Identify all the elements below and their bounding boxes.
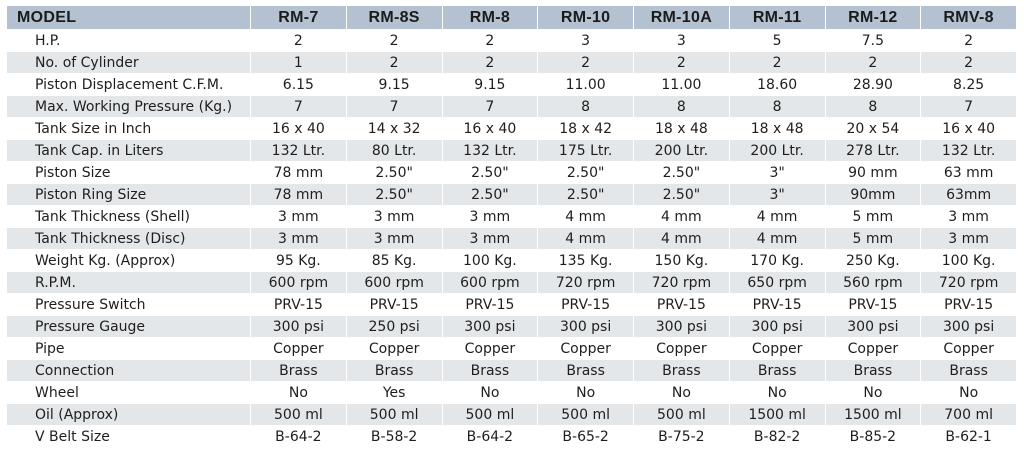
table-cell: 11.00: [634, 74, 730, 96]
table-cell: 8: [538, 96, 634, 118]
table-cell: 300 psi: [825, 316, 921, 338]
table-cell: 500 ml: [442, 404, 538, 426]
table-row: [7, 162, 1017, 184]
table-cell: 18 x 42: [538, 118, 634, 140]
table-row: [7, 140, 1017, 162]
table-cell: 1500 ml: [729, 404, 825, 426]
table-cell: 500 ml: [634, 404, 730, 426]
table-row: [7, 206, 1017, 228]
table-cell: 132 Ltr.: [251, 140, 347, 162]
row-label: R.P.M.: [7, 272, 251, 294]
table-cell: 2.50": [442, 184, 538, 206]
table-cell: 8: [729, 96, 825, 118]
table-cell: B-58-2: [346, 426, 442, 448]
table-cell: 278 Ltr.: [825, 140, 921, 162]
table-cell: 2.50": [346, 162, 442, 184]
table-cell: 90mm: [825, 184, 921, 206]
table-cell: 63 mm: [921, 162, 1017, 184]
table-cell: 132 Ltr.: [442, 140, 538, 162]
table-cell: 720 rpm: [921, 272, 1017, 294]
table-cell: 3: [634, 30, 730, 52]
table-cell: PRV-15: [634, 294, 730, 316]
spec-table-container: [6, 5, 1016, 448]
row-label: Pipe: [7, 338, 251, 360]
table-cell: 300 psi: [729, 316, 825, 338]
table-cell: 4 mm: [729, 228, 825, 250]
table-cell: Copper: [921, 338, 1017, 360]
table-cell: PRV-15: [442, 294, 538, 316]
table-cell: 16 x 40: [251, 118, 347, 140]
table-cell: B-85-2: [825, 426, 921, 448]
row-label: Weight Kg. (Approx): [7, 250, 251, 272]
row-label: Wheel: [7, 382, 251, 404]
table-cell: 9.15: [442, 74, 538, 96]
table-cell: No: [729, 382, 825, 404]
row-label: H.P.: [7, 30, 251, 52]
header-model-label: MODEL: [7, 6, 251, 30]
table-cell: Brass: [442, 360, 538, 382]
table-cell: 85 Kg.: [346, 250, 442, 272]
table-cell: B-65-2: [538, 426, 634, 448]
table-cell: Copper: [825, 338, 921, 360]
compressor-spec-table: [6, 5, 1017, 448]
table-cell: 18 x 48: [729, 118, 825, 140]
table-cell: 135 Kg.: [538, 250, 634, 272]
table-cell: 3 mm: [346, 206, 442, 228]
table-cell: 300 psi: [251, 316, 347, 338]
table-cell: No: [921, 382, 1017, 404]
table-cell: PRV-15: [729, 294, 825, 316]
table-cell: 2: [346, 30, 442, 52]
table-cell: 8: [825, 96, 921, 118]
table-row: [7, 404, 1017, 426]
table-row: [7, 118, 1017, 140]
table-cell: 6.15: [251, 74, 347, 96]
table-cell: PRV-15: [538, 294, 634, 316]
table-cell: 4 mm: [729, 206, 825, 228]
row-label: Piston Ring Size: [7, 184, 251, 206]
table-cell: 2.50": [634, 162, 730, 184]
table-cell: 16 x 40: [442, 118, 538, 140]
table-cell: B-62-1: [921, 426, 1017, 448]
row-label: No. of Cylinder: [7, 52, 251, 74]
table-cell: 7: [921, 96, 1017, 118]
table-cell: 100 Kg.: [921, 250, 1017, 272]
table-cell: 7.5: [825, 30, 921, 52]
row-label: Oil (Approx): [7, 404, 251, 426]
table-cell: 600 rpm: [442, 272, 538, 294]
table-cell: PRV-15: [346, 294, 442, 316]
table-cell: 3 mm: [442, 228, 538, 250]
table-cell: No: [538, 382, 634, 404]
table-cell: Brass: [346, 360, 442, 382]
table-cell: 300 psi: [538, 316, 634, 338]
table-cell: 5: [729, 30, 825, 52]
table-cell: PRV-15: [921, 294, 1017, 316]
table-cell: Copper: [251, 338, 347, 360]
table-cell: B-82-2: [729, 426, 825, 448]
table-cell: 3 mm: [346, 228, 442, 250]
table-cell: 720 rpm: [538, 272, 634, 294]
row-label: Pressure Gauge: [7, 316, 251, 338]
header-model-rm-8s: RM-8S: [346, 6, 442, 30]
table-cell: 650 rpm: [729, 272, 825, 294]
table-row: [7, 30, 1017, 52]
row-label: Tank Size in Inch: [7, 118, 251, 140]
table-cell: 4 mm: [634, 228, 730, 250]
table-cell: 2: [729, 52, 825, 74]
header-model-rm-12: RM-12: [825, 6, 921, 30]
table-row: [7, 250, 1017, 272]
table-cell: 11.00: [538, 74, 634, 96]
table-cell: 2: [538, 52, 634, 74]
table-cell: Brass: [825, 360, 921, 382]
table-row: [7, 294, 1017, 316]
table-cell: 500 ml: [251, 404, 347, 426]
table-cell: 7: [251, 96, 347, 118]
table-cell: 700 ml: [921, 404, 1017, 426]
table-cell: Brass: [921, 360, 1017, 382]
table-cell: 5 mm: [825, 228, 921, 250]
table-row: [7, 316, 1017, 338]
table-cell: Yes: [346, 382, 442, 404]
table-row: [7, 74, 1017, 96]
table-cell: No: [634, 382, 730, 404]
table-cell: 78 mm: [251, 184, 347, 206]
table-cell: 132 Ltr.: [921, 140, 1017, 162]
table-cell: 170 Kg.: [729, 250, 825, 272]
table-cell: 28.90: [825, 74, 921, 96]
table-cell: 2: [442, 52, 538, 74]
table-cell: 80 Ltr.: [346, 140, 442, 162]
table-cell: 2: [346, 52, 442, 74]
table-cell: No: [442, 382, 538, 404]
table-cell: 300 psi: [442, 316, 538, 338]
header-model-rm-10: RM-10: [538, 6, 634, 30]
table-row: [7, 228, 1017, 250]
table-cell: 14 x 32: [346, 118, 442, 140]
table-cell: 560 rpm: [825, 272, 921, 294]
table-cell: 4 mm: [634, 206, 730, 228]
header-model-rm-10a: RM-10A: [634, 6, 730, 30]
table-cell: Brass: [538, 360, 634, 382]
table-cell: Brass: [634, 360, 730, 382]
header-row: [7, 6, 1017, 30]
table-cell: 3 mm: [251, 228, 347, 250]
table-cell: 2: [825, 52, 921, 74]
row-label: Piston Displacement C.F.M.: [7, 74, 251, 96]
table-cell: 3": [729, 184, 825, 206]
table-cell: Copper: [729, 338, 825, 360]
table-cell: Brass: [729, 360, 825, 382]
table-cell: Brass: [251, 360, 347, 382]
row-label: Piston Size: [7, 162, 251, 184]
table-cell: 18 x 48: [634, 118, 730, 140]
table-cell: 9.15: [346, 74, 442, 96]
row-label: Tank Cap. in Liters: [7, 140, 251, 162]
table-cell: Copper: [634, 338, 730, 360]
table-cell: 250 Kg.: [825, 250, 921, 272]
table-cell: 2.50": [442, 162, 538, 184]
table-cell: 18.60: [729, 74, 825, 96]
table-row: [7, 52, 1017, 74]
table-cell: 600 rpm: [251, 272, 347, 294]
table-cell: 2.50": [538, 184, 634, 206]
table-cell: 20 x 54: [825, 118, 921, 140]
table-row: [7, 272, 1017, 294]
header-model-rm-7: RM-7: [251, 6, 347, 30]
header-model-rmv-8: RMV-8: [921, 6, 1017, 30]
table-cell: 8: [634, 96, 730, 118]
table-cell: 78 mm: [251, 162, 347, 184]
table-cell: 3 mm: [442, 206, 538, 228]
table-cell: 2.50": [346, 184, 442, 206]
table-cell: 8.25: [921, 74, 1017, 96]
row-label: Pressure Switch: [7, 294, 251, 316]
table-cell: 4 mm: [538, 228, 634, 250]
table-cell: 2: [921, 30, 1017, 52]
table-cell: B-64-2: [251, 426, 347, 448]
table-cell: 600 rpm: [346, 272, 442, 294]
table-cell: 7: [442, 96, 538, 118]
table-cell: 7: [346, 96, 442, 118]
table-body: [7, 30, 1017, 448]
header-model-rm-8: RM-8: [442, 6, 538, 30]
table-cell: 720 rpm: [634, 272, 730, 294]
table-cell: 2: [921, 52, 1017, 74]
table-cell: 4 mm: [538, 206, 634, 228]
table-cell: 63mm: [921, 184, 1017, 206]
table-cell: 2: [251, 30, 347, 52]
table-cell: 95 Kg.: [251, 250, 347, 272]
table-cell: 200 Ltr.: [729, 140, 825, 162]
table-row: [7, 426, 1017, 448]
table-cell: 3 mm: [251, 206, 347, 228]
table-row: [7, 338, 1017, 360]
table-cell: 16 x 40: [921, 118, 1017, 140]
table-cell: 2: [442, 30, 538, 52]
table-cell: No: [825, 382, 921, 404]
table-cell: 100 Kg.: [442, 250, 538, 272]
table-cell: 3 mm: [921, 206, 1017, 228]
table-cell: 500 ml: [538, 404, 634, 426]
table-cell: B-64-2: [442, 426, 538, 448]
table-cell: B-75-2: [634, 426, 730, 448]
table-cell: 250 psi: [346, 316, 442, 338]
table-row: [7, 96, 1017, 118]
table-cell: 2.50": [538, 162, 634, 184]
table-cell: 500 ml: [346, 404, 442, 426]
row-label: V Belt Size: [7, 426, 251, 448]
row-label: Max. Working Pressure (Kg.): [7, 96, 251, 118]
table-cell: 2: [634, 52, 730, 74]
table-cell: Copper: [538, 338, 634, 360]
table-cell: 3: [538, 30, 634, 52]
table-cell: PRV-15: [251, 294, 347, 316]
table-cell: 5 mm: [825, 206, 921, 228]
table-header: [7, 6, 1017, 30]
table-row: [7, 184, 1017, 206]
table-cell: 175 Ltr.: [538, 140, 634, 162]
table-cell: PRV-15: [825, 294, 921, 316]
row-label: Tank Thickness (Disc): [7, 228, 251, 250]
table-cell: Copper: [346, 338, 442, 360]
table-row: [7, 360, 1017, 382]
table-cell: 200 Ltr.: [634, 140, 730, 162]
table-cell: No: [251, 382, 347, 404]
row-label: Connection: [7, 360, 251, 382]
table-cell: 3": [729, 162, 825, 184]
table-cell: Copper: [442, 338, 538, 360]
table-cell: 300 psi: [921, 316, 1017, 338]
table-cell: 1: [251, 52, 347, 74]
table-cell: 90 mm: [825, 162, 921, 184]
table-cell: 150 Kg.: [634, 250, 730, 272]
row-label: Tank Thickness (Shell): [7, 206, 251, 228]
header-model-rm-11: RM-11: [729, 6, 825, 30]
table-cell: 300 psi: [634, 316, 730, 338]
table-cell: 1500 ml: [825, 404, 921, 426]
table-cell: 3 mm: [921, 228, 1017, 250]
table-cell: 2.50": [634, 184, 730, 206]
table-row: [7, 382, 1017, 404]
